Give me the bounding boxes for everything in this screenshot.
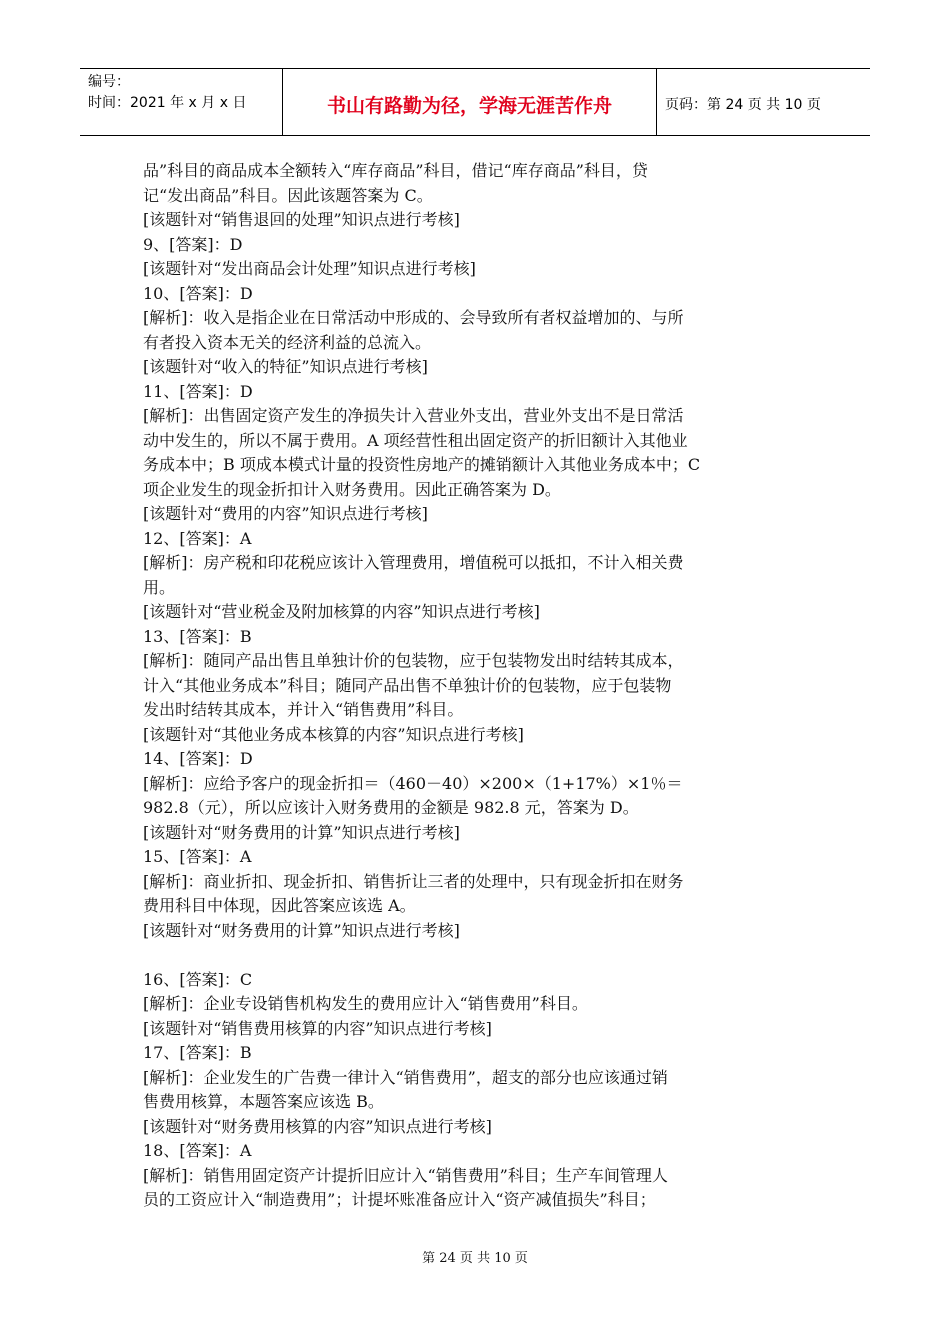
text-line: 品”科目的商品成本全额转入“库存商品”科目，借记“库存商品”科目，贷 [143, 161, 648, 180]
text-line: 982.8（元），所以应该计入财务费用的金额是 982.8 元，答案为 D。 [143, 798, 639, 817]
page-header [80, 68, 870, 136]
text-line: 15、[答案]：A [143, 847, 252, 866]
text-line: 售费用核算，本题答案应该选 B。 [143, 1092, 384, 1111]
text-line: [该题针对“其他业务成本核算的内容”知识点进行考核] [143, 724, 524, 744]
text-line: [解析]：收入是指企业在日常活动中形成的、会导致所有者权益增加的、与所 [143, 308, 684, 327]
text-line: [该题针对“营业税金及附加核算的内容”知识点进行考核] [143, 602, 540, 621]
header-meta [80, 69, 283, 135]
text-line: 12、[答案]：A [143, 528, 252, 548]
text-line: [该题针对“发出商品会计处理”知识点进行考核] [143, 259, 476, 278]
text-line: [解析]：随同产品出售且单独计价的包装物，应于包装物发出时结转其成本， [143, 651, 684, 670]
text-line: 17、[答案]：B [143, 1043, 252, 1062]
text-line: [该题针对“财务费用核算的内容”知识点进行考核] [143, 1116, 492, 1136]
text-line: [该题针对“费用的内容”知识点进行考核] [143, 504, 428, 523]
text-line: [该题针对“收入的特征”知识点进行考核] [143, 357, 428, 376]
text-line: 发出时结转其成本，并计入“销售费用”科目。 [143, 700, 464, 719]
text-line: [该题针对“销售退回的处理”知识点进行考核] [143, 210, 460, 229]
text-line: [该题针对“财务费用的计算”知识点进行考核] [143, 822, 460, 842]
text-line: 14、[答案]：D [143, 749, 253, 768]
number-label: 编号： [88, 74, 130, 90]
page-footer: 第 24 页 共 10 页 [422, 1251, 528, 1266]
text-line: 务成本中；B 项成本模式计量的投资性房地产的摊销额计入其他业务成本中；C [143, 455, 701, 474]
text-line: [解析]：销售用固定资产计提折旧应计入“销售费用”科目；生产车间管理人 [143, 1165, 668, 1185]
blank-line [143, 943, 813, 968]
text-line: [解析]：企业发生的广告费一律计入“销售费用”，超支的部分也应该通过销 [143, 1067, 668, 1087]
text-line: [解析]：出售固定资产发生的净损失计入营业外支出，营业外支出不是日常活 [143, 406, 684, 425]
text-line: [该题针对“财务费用的计算”知识点进行考核] [143, 920, 460, 940]
text-line: 记“发出商品”科目。因此该题答案为 C。 [143, 185, 433, 205]
text-line: [解析]：商业折扣、现金折扣、销售折让三者的处理中，只有现金折扣在财务 [143, 871, 684, 891]
text-line: [该题针对“销售费用核算的内容”知识点进行考核] [143, 1018, 492, 1038]
text-line: 费用科目中体现，因此答案应该选 A。 [143, 896, 416, 915]
text-line: [解析]：企业专设销售机构发生的费用应计入“销售费用”科目。 [143, 994, 588, 1013]
header-motto: 书山有路勤为径，学海无涯苦作舟 [283, 69, 657, 135]
text-line: 用。 [143, 577, 176, 597]
text-line: 计入“其他业务成本”科目；随同产品出售不单独计价的包装物，应于包装物 [143, 675, 672, 695]
text-line: 13、[答案]：B [143, 626, 252, 646]
text-line: 9、[答案]：D [143, 234, 243, 254]
text-line: 18、[答案]：A [143, 1141, 252, 1160]
header-page-label: 页码：第 24 页 共 10 页 [665, 97, 821, 113]
text-line: 员的工资应计入“制造费用”；计提坏账准备应计入“资产减值损失”科目； [143, 1190, 656, 1209]
text-line: [解析]：房产税和印花税应该计入管理费用，增值税可以抵扣，不计入相关费 [143, 553, 684, 572]
text-line: [解析]：应给予客户的现金折扣＝（460－40）×200×（1+17%）×1％＝ [143, 773, 683, 793]
text-line: 动中发生的，所以不属于费用。A 项经营性租出固定资产的折旧额计入其他业 [143, 430, 688, 450]
text-line: 有者投入资本无关的经济利益的总流入。 [143, 332, 432, 352]
text-line: 11、[答案]：D [143, 381, 253, 401]
text-line: 10、[答案]：D [143, 283, 253, 303]
time-label: 时间：2021 年 x 月 x 日 [88, 95, 247, 111]
text-line: 项企业发生的现金折扣计入财务费用。因此正确答案为 D。 [143, 479, 561, 499]
answer-text-body [143, 159, 813, 1213]
text-line: 16、[答案]：C [143, 969, 253, 989]
